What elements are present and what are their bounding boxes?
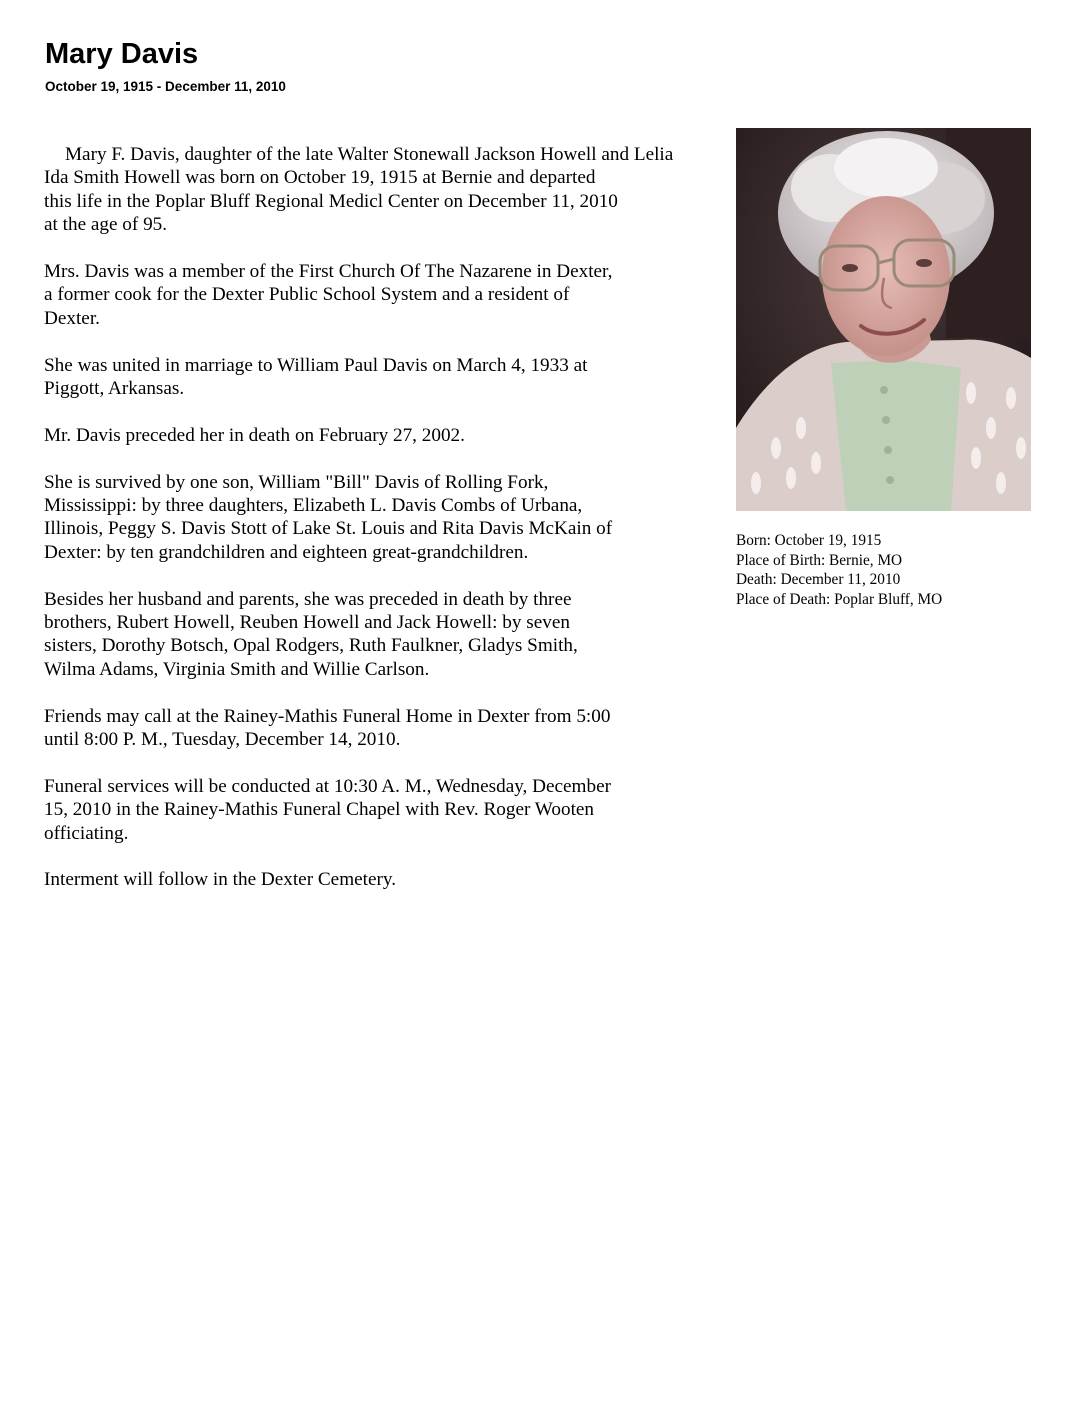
obituary-text	[44, 143, 789, 915]
text-line: 15, 2010 in the Rainey-Mathis Funeral Chapel with Rev. Roger Wooten	[44, 799, 595, 821]
text-line: Wilma Adams, Virginia Smith and Willie Carlson.	[44, 658, 430, 680]
obituary-paragraph	[44, 471, 789, 565]
text-line: until 8:00 P. M., Tuesday, December 14, 2010.	[44, 729, 401, 751]
text-line: She was united in marriage to William Paul Davis on March 4, 1933 at	[44, 354, 588, 376]
portrait-photo	[736, 128, 1031, 511]
born-date: Born: October 19, 1915	[736, 532, 882, 549]
text-line: this life in the Poplar Bluff Regional Medicl Center on December 11, 2010	[44, 190, 618, 212]
text-line: Dexter.	[44, 307, 100, 329]
obituary-paragraph	[44, 588, 789, 682]
obituary-paragraph	[44, 868, 789, 891]
text-line: Mississippi: by three daughters, Elizabeth L. Davis Combs of Urbana,	[44, 495, 583, 517]
text-line: brothers, Rubert Howell, Reuben Howell and Jack Howell: by seven	[44, 612, 570, 634]
text-line: Dexter: by ten grandchildren and eighteen great-grandchildren.	[44, 541, 529, 563]
page-title: Mary Davis	[45, 38, 199, 70]
obituary-paragraph	[44, 354, 789, 401]
vital-facts	[736, 531, 942, 609]
text-line: Piggott, Arkansas.	[44, 378, 185, 400]
obituary-paragraph	[44, 424, 789, 447]
text-line: Mary F. Davis, daughter of the late Walter Stonewall Jackson Howell and Lelia	[65, 144, 674, 165]
text-line: Ida Smith Howell was born on October 19, 1915 at Bernie and departed	[44, 167, 596, 189]
text-line: Mrs. Davis was a member of the First Church Of The Nazarene in Dexter,	[44, 261, 613, 283]
obituary-paragraph	[44, 705, 789, 752]
text-line: Besides her husband and parents, she was preceded in death by three	[44, 588, 572, 610]
obituary-paragraph	[44, 143, 789, 237]
life-dates: October 19, 1915 - December 11, 2010	[45, 79, 286, 94]
text-line: Illinois, Peggy S. Davis Stott of Lake St. Louis and Rita Davis McKain of	[44, 518, 613, 540]
obituary-paragraph	[44, 775, 789, 845]
text-line: officiating.	[44, 822, 129, 844]
text-line: Funeral services will be conducted at 10:30 A. M., Wednesday, December	[44, 775, 611, 797]
death-place: Place of Death: Poplar Bluff, MO	[736, 590, 943, 608]
text-line: Interment will follow in the Dexter Cemetery.	[44, 869, 397, 891]
birth-place: Place of Birth: Bernie, MO	[736, 551, 903, 569]
text-line: She is survived by one son, William "Bill" Davis of Rolling Fork,	[44, 471, 549, 493]
text-line: Mr. Davis preceded her in death on February 27, 2002.	[44, 424, 465, 446]
text-line: a former cook for the Dexter Public School System and a resident of	[44, 284, 570, 306]
text-line: Friends may call at the Rainey-Mathis Funeral Home in Dexter from 5:00	[44, 705, 611, 727]
death-date: Death: December 11, 2010	[736, 571, 901, 588]
text-line: sisters, Dorothy Botsch, Opal Rodgers, Ruth Faulkner, Gladys Smith,	[44, 635, 578, 657]
text-line: at the age of 95.	[44, 214, 168, 236]
obituary-paragraph	[44, 260, 789, 330]
